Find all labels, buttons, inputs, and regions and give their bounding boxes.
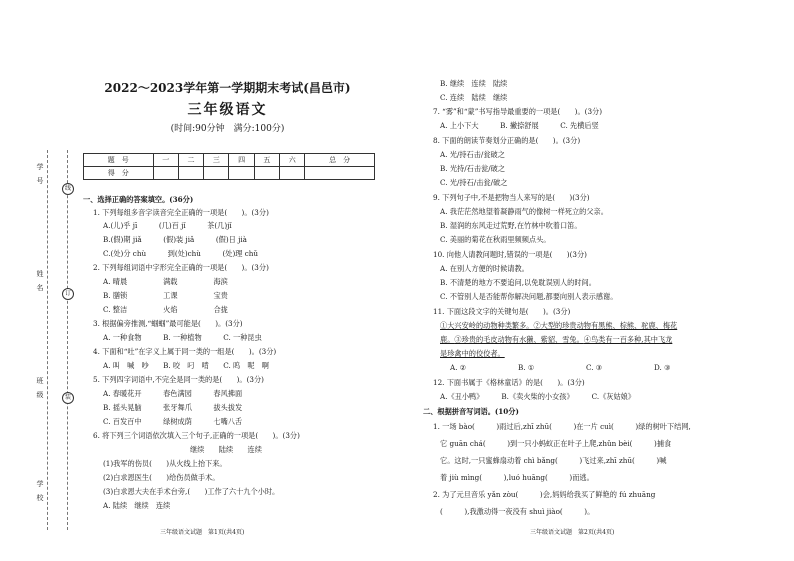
pinyin-passage-2-line-1: 2. 为了元旦音乐 yǎn zòu( )会,妈妈给我买了鲜艳的 fú zhuāng <box>433 490 656 499</box>
passage-sentence-2-end: 鹿。 <box>440 335 455 344</box>
pinyin-passage-1-line-1: 1. 一场 bào( )雨过后,zhī zhū( )在一片 cuì( )绿的树叶下结网, <box>433 422 691 431</box>
question-8-option-a: A. 光/持石击/瓮破之 <box>440 150 505 159</box>
question-3-options: A. 一种食物 B. 一种植物 C. 一种昆虫 <box>103 333 262 342</box>
question-7-options: A. 上小下大 B. 撇捺舒展 C. 先横后竖 <box>440 121 599 130</box>
question-8-option-b: B. 光持/石击瓮/破之 <box>440 164 506 173</box>
score-header-cell: 一 <box>153 154 178 167</box>
question-12: 12. 下面书属于《格林童话》的是( )。(3分) <box>433 378 585 387</box>
question-2-option-c: C. 整洁 火焰 合拢 <box>103 305 228 314</box>
question-9-option-c: C. 美丽的菊花在秋雨里频频点头。 <box>440 235 551 244</box>
student-name-label: 姓 名 <box>36 270 44 291</box>
question-11-option-c: C. ③ <box>586 363 603 372</box>
question-11-passage-line-1 <box>440 322 677 329</box>
binding-circle-order: 订 <box>62 288 74 300</box>
question-1-option-a: A.(儿)乎 jī (几)百 jǐ 茶(几)jǐ <box>103 221 232 230</box>
question-4-options: A. 叫 喊 吵 B. 咬 叼 啃 C. 呜 呢 啊 <box>103 361 269 370</box>
score-cell[interactable] <box>204 167 229 180</box>
question-1: 1. 下列每组多音字读音完全正确的一项是( )。(3分) <box>93 208 269 217</box>
score-header-cell: 六 <box>280 154 305 167</box>
question-6-sentence-1: (1)我军的伤员( )从火线上抬下来。 <box>103 459 227 468</box>
pinyin-passage-1-line-3: 它。这时,一只蜜蜂扇动着 chì bǎng( )飞过来,zhī zhū( )喊 <box>440 456 667 465</box>
pinyin-passage-1-line-2: 它 guān chá( )到一只小蚂蚁正在叶子上爬,zhǔn bèi( )捕食 <box>440 439 672 448</box>
question-8: 8. 下面的朗读节奏划分正确的是( )。(3分) <box>433 136 581 145</box>
question-5-option-c: C. 百发百中 绿树成荫 七嘴八舌 <box>103 417 243 426</box>
page-1-footer: 三年级语文试题 第1页(共4页) <box>160 529 245 536</box>
score-table-header-row <box>84 154 375 167</box>
question-1-option-b: B.(假)期 jiǎ (假)装 jiǎ (假)日 jià <box>103 235 247 244</box>
pinyin-passage-2-line-2: ( ),我激动得一夜没有 shuì jiào( )。 <box>440 507 595 516</box>
question-3: 3. 根据偏旁推测,“蝈蝈”最可能是( )。(3分) <box>93 319 243 328</box>
question-6-option-b: B. 继续 连续 陆续 <box>440 79 508 88</box>
section-1-heading: 一、选择正确的答案填空。(36分) <box>83 195 194 204</box>
question-2: 2. 下列每组词语中字形完全正确的一项是( )。(3分) <box>93 263 269 272</box>
passage-sentence-4: ④鸟类有一百多种,其中飞龙 <box>583 335 673 344</box>
score-cell[interactable] <box>153 167 178 180</box>
score-header-cell: 四 <box>229 154 254 167</box>
question-10-option-a: A. 在别人方便的时候请教。 <box>440 264 529 273</box>
score-header-cell: 总 分 <box>305 154 375 167</box>
question-6-option-a: A. 陆续 继续 连续 <box>103 501 171 510</box>
passage-sentence-2: ②大型的珍贵动物有黑熊、棕熊、驼鹿、梅花 <box>533 321 678 330</box>
question-8-option-c: C. 光/持石/击瓮/破之 <box>440 178 508 187</box>
binding-circle-bind: 装 <box>62 392 74 404</box>
score-cell[interactable] <box>280 167 305 180</box>
question-12-options: A.《丑小鸭》 B.《卖火柴的小女孩》 C.《灰姑娘》 <box>440 392 636 401</box>
question-11-passage-line-3 <box>440 350 505 357</box>
time-score-line: (时间:90分钟 满分:100分) <box>170 124 285 134</box>
question-9-option-a: A. 我茫茫然地望着凝静雨气的像树一样死立的父亲。 <box>440 207 608 216</box>
page-2-footer: 三年级语文试题 第2页(共4页) <box>530 529 615 536</box>
question-10-option-c: C. 不管别人是否能帮你解决问题,都要向别人表示感谢。 <box>440 292 618 301</box>
score-table <box>83 153 375 180</box>
subject-title: 三年级语文 <box>187 102 268 118</box>
question-6-sentence-3: (3)白求恩大夫在手术台旁,( )工作了六十九个小时。 <box>103 487 280 496</box>
score-row-label: 得 分 <box>84 167 154 180</box>
student-id-label: 学 号 <box>36 163 44 184</box>
class-label: 班 级 <box>36 377 44 398</box>
question-11-option-a: A. ② <box>450 363 467 372</box>
score-header-cell: 题 号 <box>84 154 154 167</box>
binding-line-inner <box>67 150 68 530</box>
question-5-option-a: A. 春暖花开 春色满园 春风拂面 <box>103 389 243 398</box>
question-4: 4. 下面和“吐”在字义上属于同一类的一组是( )。(3分) <box>93 347 277 356</box>
question-11-option-d: D. ③ <box>654 363 671 372</box>
question-11: 11. 下面这段文字的关键句是( )。(3分) <box>433 307 571 316</box>
question-1-option-c: C.(处)分 chù 到(处)chù (处)理 chǔ <box>103 249 259 258</box>
question-5-option-b: B. 摇头晃脑 张牙舞爪 拔头拔发 <box>103 403 243 412</box>
score-cell[interactable] <box>178 167 203 180</box>
question-6-sentence-2: (2)白求恩医生( )给伤员做手术。 <box>103 473 220 482</box>
question-2-option-b: B. 膳锁 工课 宝贵 <box>103 291 228 300</box>
binding-line-outer <box>47 150 48 530</box>
score-header-cell: 三 <box>204 154 229 167</box>
question-5: 5. 下列四字词语中,不完全是同一类的是( )。(3分) <box>93 375 264 384</box>
score-cell[interactable] <box>254 167 279 180</box>
question-11-passage-line-2 <box>440 336 672 343</box>
score-header-cell: 二 <box>178 154 203 167</box>
question-7: 7. “雾”和“蒙”书写指导最重要的一项是( )。(3分) <box>433 107 603 116</box>
question-6-option-c: C. 连续 陆续 继续 <box>440 93 508 102</box>
question-9: 9. 下列句子中,不是把物当人来写的是( )(3分) <box>433 193 590 202</box>
question-10: 10. 向他人请教问题时,错误的一项是( )(3分) <box>433 250 587 259</box>
school-label: 学 校 <box>36 480 44 501</box>
question-6: 6. 将下列三个词语依次填入三个句子,正确的一项是( )。(3分) <box>93 431 300 440</box>
question-10-option-b: B. 不清楚的地方不要追问,以免耽误别人的时间。 <box>440 278 596 287</box>
question-2-option-a: A. 晴晨 满载 海滨 <box>103 277 228 286</box>
passage-sentence-1: ①大兴安岭的动物种类繁多。 <box>440 321 534 330</box>
question-9-option-b: B. 湿润的东风走过荒野,在竹林中吹着口笛。 <box>440 221 582 230</box>
score-table-score-row <box>84 167 375 180</box>
binding-circle-line: 线 <box>62 183 74 195</box>
pinyin-passage-1-line-4: 着 jiù mìng( ),luó huāng( )而逃。 <box>440 473 594 482</box>
section-2-heading: 二、根据拼音写词语。(10分) <box>423 407 519 416</box>
passage-sentence-4-end: 是珍禽中的佼佼者。 <box>440 349 505 358</box>
score-cell[interactable] <box>305 167 375 180</box>
score-header-cell: 五 <box>254 154 279 167</box>
question-6-word-bank: 继续 陆续 连续 <box>190 445 262 454</box>
exam-title: 2022～2023学年第一学期期末考试(昌邑市) <box>104 81 351 95</box>
score-cell[interactable] <box>229 167 254 180</box>
question-11-option-b: B. ① <box>518 363 535 372</box>
passage-sentence-3: ③珍贵的毛皮动物有水獭、紫貂、雪兔。 <box>454 335 584 344</box>
